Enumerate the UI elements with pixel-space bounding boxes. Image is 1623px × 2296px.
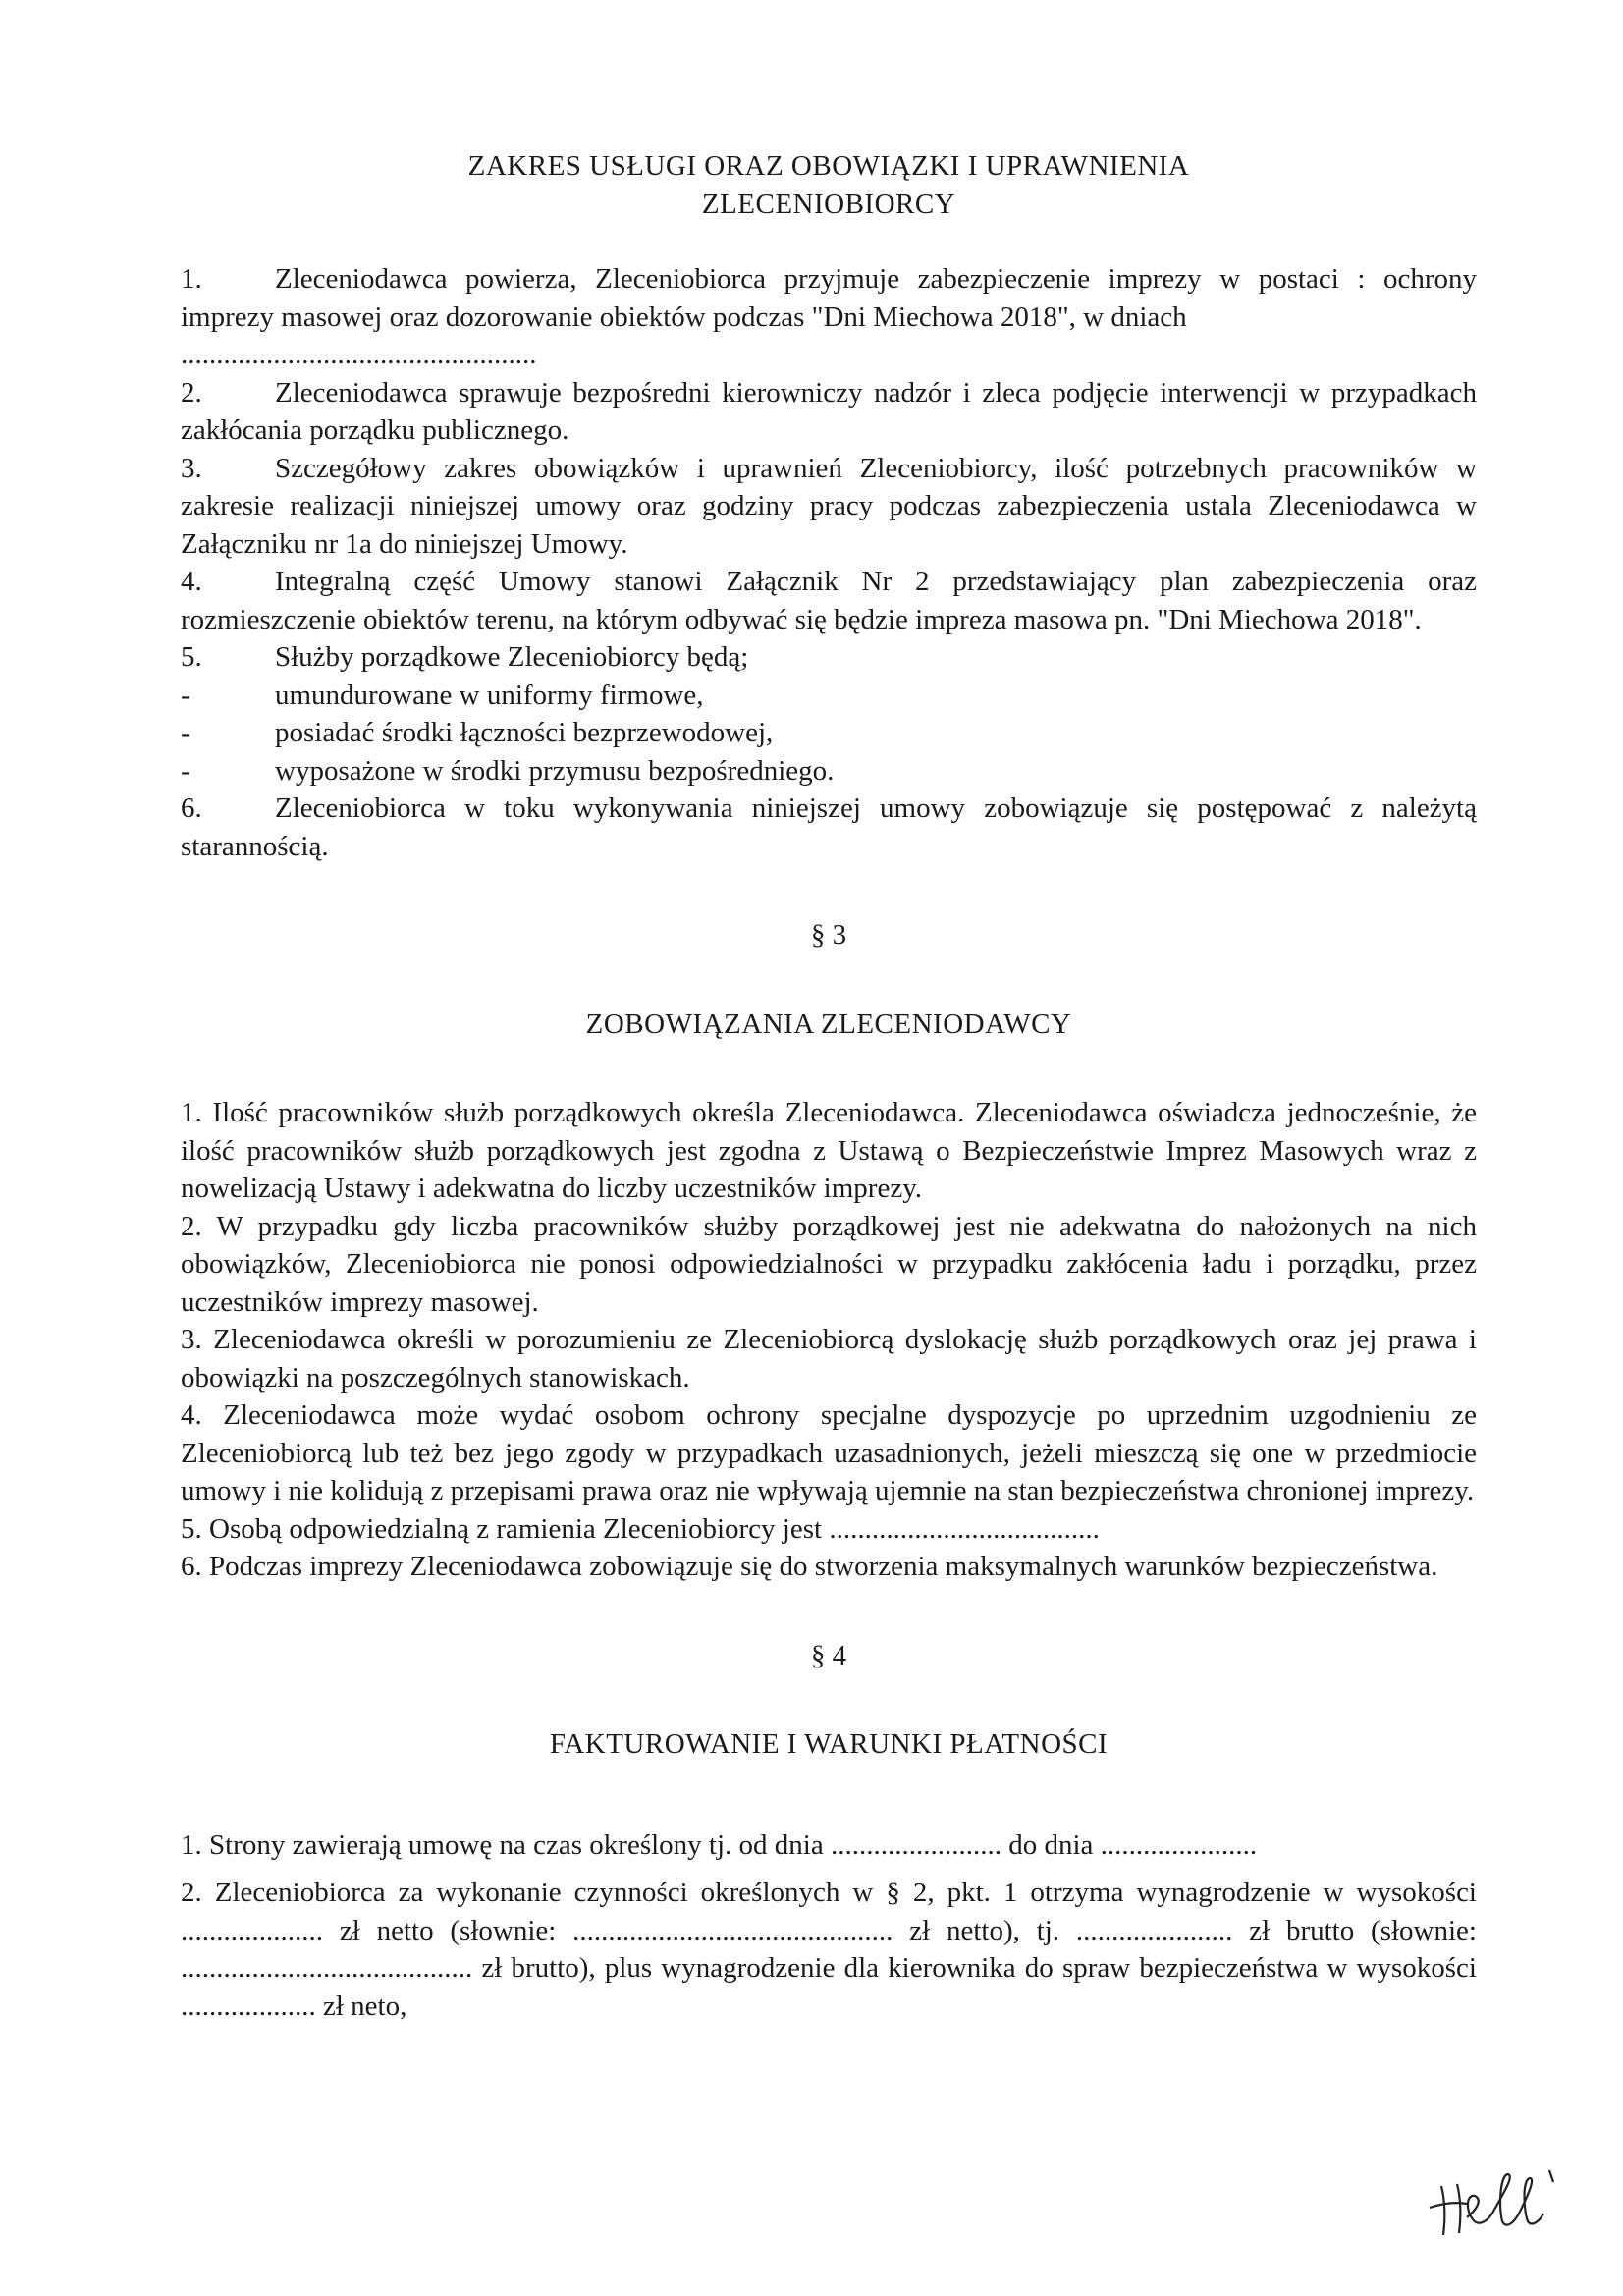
section3-mark: § 3 (810, 919, 847, 951)
bullet-item (181, 677, 1477, 715)
section3-point-5: 5. Osobą odpowiedzialną z ramienia Zleceniobiorcy jest ...................................... (181, 1512, 1100, 1545)
section2-point-1-dots: .................................................. (181, 339, 537, 370)
bullet-item (181, 714, 1477, 752)
section3-point-1: 1. Ilość pracowników służb porządkowych określa Zleceniodawca. Zleceniodawca oświadcza jednocześnie, że ilość pracowników służb porządkowych jest zgodna z Ustawą o Bezpieczeństwie Imprez Masowych wraz z nowelizacją Ustawy i adekwatna do liczby uczestników imprezy. (181, 1097, 1477, 1204)
point-text: Zleceniodawca sprawuje bezpośredni kierowniczy nadzór i zleca podjęcie interwencji w przypadkach zakłócania porządku publicznego. (181, 376, 1477, 446)
section4-title: FAKTUROWANIE I WARUNKI PŁATNOŚCI (549, 1728, 1109, 1760)
point-number: 3. (181, 452, 202, 484)
section2-title-line2: ZLECENIOBIORCY (701, 188, 956, 220)
section2-point-2 (181, 374, 1477, 450)
point-number: 5. (181, 641, 202, 673)
handwritten-signature (1422, 2157, 1569, 2245)
point-number: 1. (181, 263, 202, 295)
bullet-item (181, 752, 1477, 791)
section3-title: ZOBOWIĄZANIA ZLECENIODAWCY (585, 1008, 1072, 1040)
section3-point-2: 2. W przypadku gdy liczba pracowników służby porządkowej jest nie adekwatna do nałożonych na nich obowiązków, Zleceniobiorca nie ponosi odpowiedzialności w przypadku zakłócenia ładu i porządku, przez uczestników imprezy masowej. (181, 1210, 1477, 1318)
dash-marker: - (181, 717, 190, 748)
bullet-text: posiadać środki łączności bezprzewodowej, (275, 717, 774, 748)
dash-marker: - (181, 679, 190, 711)
section4-point-2: 2. Zleceniobiorca za wykonanie czynności określonych w § 2, pkt. 1 otrzyma wynagrodzenie w wysokości .................... zł netto (słownie: ............................................. zł netto), tj. ...................... zł brutto (słownie: ......................................... zł brutto), plus wynagrodzenie dla kierownika do spraw bezpieczeństwa w wysokości ................... zł neto, (181, 1877, 1477, 2022)
section2-title-line1: ZAKRES USŁUGI ORAZ OBOWIĄZKI I UPRAWNIENIA (467, 150, 1190, 182)
section3-point-3: 3. Zleceniodawca określi w porozumieniu ze Zleceniobiorcą dyslokację służb porządkowych oraz jej prawa i obowiązki na poszczególnych stanowiskach. (181, 1324, 1477, 1394)
point-text: Zleceniodawca powierza, Zleceniobiorca przyjmuje zabezpieczenie imprezy w postaci : ochrony imprezy masowej oraz dozorowanie obiektów podczas "Dni Miechowa 2018", w dniach (181, 263, 1477, 333)
bullet-text: wyposażone w środki przymusu bezpośredniego. (275, 754, 835, 787)
dash-marker: - (181, 754, 190, 787)
bullet-text: umundurowane w uniformy firmowe, (275, 679, 704, 711)
section2-point-4 (181, 563, 1477, 638)
point-text: Szczegółowy zakres obowiązków i uprawnień Zleceniobiorcy, ilość potrzebnych pracowników w zakresie realizacji niniejszej umowy oraz godziny pracy podczas zabezpieczenia ustala Zleceniodawca w Załączniku nr 1a do niniejszej Umowy. (181, 452, 1477, 560)
document-body (181, 147, 1477, 2025)
section3-point-6: 6. Podczas imprezy Zleceniodawca zobowiązuje się do stworzenia maksymalnych warunków bezpieczeństwa. (181, 1551, 1438, 1582)
section3-point-4: 4. Zleceniodawca może wydać osobom ochrony specjalne dyspozycje po uprzednim uzgodnieniu ze Zleceniobiorcą lub też bez jego zgody w przypadkach uzasadnionych, jeżeli mieszczą się one w przedmiocie umowy i nie kolidują z przepisami prawa oraz nie wpływają ujemnie na stan bezpieczeństwa chronionej imprezy. (181, 1399, 1477, 1506)
point-number: 4. (181, 566, 202, 597)
section2-point-1 (181, 260, 1477, 336)
section4-mark: § 4 (810, 1639, 847, 1671)
point-text: Służby porządkowe Zleceniobiorcy będą; (275, 641, 749, 673)
point-text: Zleceniobiorca w toku wykonywania niniejszej umowy zobowiązuje się postępować z należytą starannością. (181, 793, 1477, 862)
point-number: 6. (181, 793, 202, 824)
point-text: Integralną część Umowy stanowi Załącznik Nr 2 przedstawiający plan zabezpieczenia oraz rozmieszczenie obiektów terenu, na którym odbywać się będzie impreza masowa pn. "Dni Miechowa 2018". (181, 566, 1477, 635)
point-number: 2. (181, 376, 202, 409)
section2-point-6 (181, 790, 1477, 865)
section2-point-3 (181, 450, 1477, 564)
section2-point-5 (181, 638, 1477, 677)
section4-point-1: 1. Strony zawierają umowę na czas określony tj. od dnia ........................ do dnia ...................... (181, 1829, 1258, 1861)
